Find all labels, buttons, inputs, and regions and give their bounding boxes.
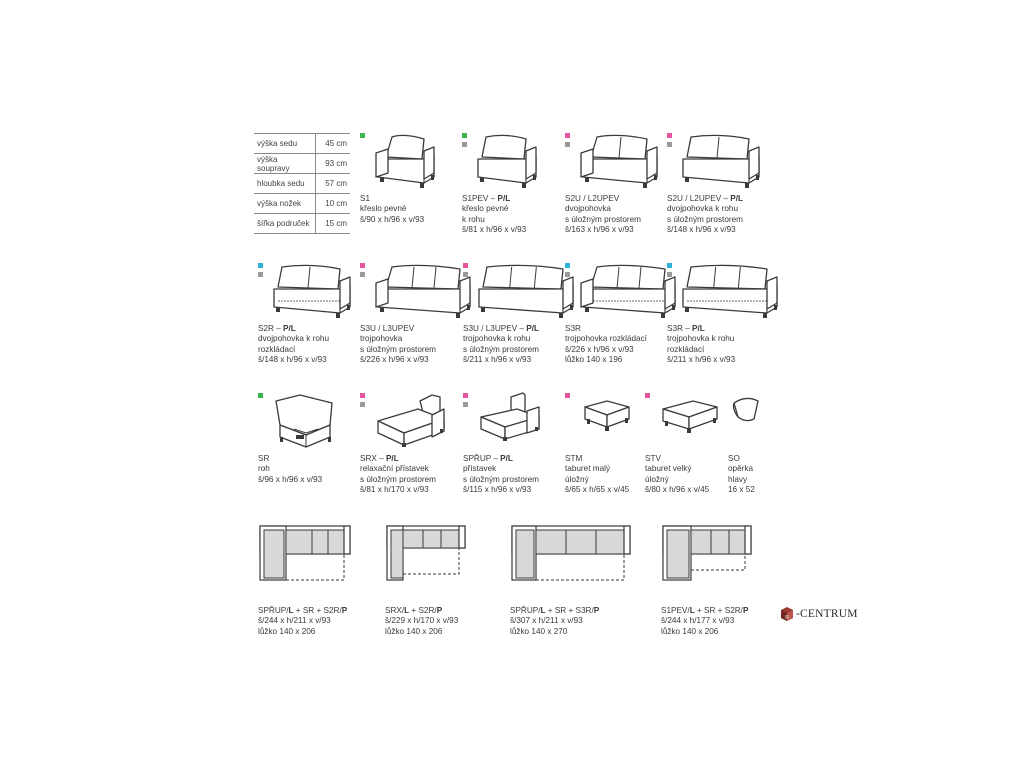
item-code-text: SPŘUP – xyxy=(463,454,501,463)
floor-plan-icon xyxy=(258,524,354,587)
gray-marker xyxy=(462,142,467,147)
item-line: s úložným prostorem xyxy=(360,344,436,354)
spec-row xyxy=(254,154,350,174)
combination-plan xyxy=(661,524,757,636)
combination-code-part: P xyxy=(436,606,443,615)
combination-code-part: + SR + S3R/ xyxy=(545,606,594,615)
item-line: trojpohovka k rohu xyxy=(667,334,735,344)
spec-label: výška nožek xyxy=(254,194,316,214)
spec-value: 10 cm xyxy=(316,194,351,214)
combination-code xyxy=(510,606,599,616)
combination-code-part: L xyxy=(288,606,294,615)
item-code-side: P/L xyxy=(497,194,511,203)
item-code-text: SO xyxy=(728,454,740,463)
combination-plan xyxy=(510,524,634,636)
item-line: š/115 x h/96 x v/93 xyxy=(463,484,532,494)
item-caption xyxy=(645,454,709,495)
item-line: š/80 x h/96 x v/45 xyxy=(645,484,710,494)
combination-line: lůžko 140 x 206 xyxy=(385,626,443,636)
item-caption xyxy=(463,454,539,495)
item-caption xyxy=(360,454,436,495)
item-line: dvojpohovka k rohu xyxy=(258,334,330,344)
combination-line: š/229 x h/170 x v/93 xyxy=(385,616,459,626)
logo-text: -CENTRUM xyxy=(796,608,858,620)
green-marker xyxy=(360,133,365,138)
item-line: lůžko 140 x 196 xyxy=(565,354,623,364)
gray-marker xyxy=(258,272,263,277)
item-caption xyxy=(565,324,647,365)
cyan-marker xyxy=(258,263,263,268)
item-line: taburet velký xyxy=(645,464,692,474)
item-line: dvojpohovka k rohu xyxy=(667,204,739,214)
combination-code-part: S1PEV/ xyxy=(661,606,690,615)
pink-marker xyxy=(565,133,570,138)
combination-plan xyxy=(385,524,471,636)
combination-code xyxy=(258,606,347,616)
large-ottoman-icon xyxy=(659,391,725,446)
combination-code-part: P xyxy=(341,606,348,615)
floor-plan-icon xyxy=(661,524,757,587)
item-code-text: S2U / L2UPEV xyxy=(565,194,620,203)
pink-marker xyxy=(463,393,468,398)
item-code xyxy=(728,454,755,464)
item-code-text: STV xyxy=(645,454,661,463)
item-code-text: S2R – xyxy=(258,324,284,333)
pink-marker xyxy=(360,393,365,398)
item-line: š/211 x h/96 x v/93 xyxy=(463,354,532,364)
item-caption xyxy=(360,194,424,225)
item-code xyxy=(463,324,539,334)
item-code-side: P/L xyxy=(692,324,705,333)
centrum-logo xyxy=(780,606,858,622)
combination-code-part: SRX/ xyxy=(385,606,405,615)
item-code xyxy=(462,194,526,204)
item-code-text: S3R – xyxy=(667,324,693,333)
combination-caption xyxy=(661,606,748,637)
item-code xyxy=(565,194,641,204)
item-line: š/81 x h/96 x v/93 xyxy=(462,224,527,234)
item-code xyxy=(565,454,629,464)
combination-code xyxy=(661,606,748,616)
item-line: s úložným prostorem xyxy=(565,214,641,224)
item-code xyxy=(463,454,539,464)
sofa-icon xyxy=(374,261,472,328)
combination-caption xyxy=(258,606,347,637)
combination-caption xyxy=(385,606,458,637)
combination-code-part: L xyxy=(689,606,695,615)
item-line: trojpohovka k rohu xyxy=(463,334,531,344)
item-code xyxy=(667,194,743,204)
small-ottoman-icon xyxy=(579,391,639,446)
combination-caption xyxy=(510,606,599,637)
spec-value: 15 cm xyxy=(316,214,351,234)
gray-marker xyxy=(360,272,365,277)
item-line: k rohu xyxy=(462,214,485,224)
spec-label: výška soupravy xyxy=(254,154,316,174)
item-code-side: P/L xyxy=(283,324,296,333)
headrest-icon xyxy=(728,391,764,436)
item-caption xyxy=(565,454,629,495)
spec-label: šířka područek xyxy=(254,214,316,234)
item-code xyxy=(258,454,322,464)
sofa-bed-icon xyxy=(579,261,677,328)
sofa-corner-icon xyxy=(477,261,575,328)
loveseat-sofabed-icon xyxy=(272,261,352,328)
spec-label: výška sedu xyxy=(254,134,316,154)
spec-row xyxy=(254,214,350,234)
item-line: s úložným prostorem xyxy=(667,214,743,224)
spec-value: 57 cm xyxy=(316,174,351,194)
combination-code-part: + S2R/ xyxy=(409,606,437,615)
item-line: křeslo pevné xyxy=(462,204,509,214)
combination-line: š/244 x h/211 x v/93 xyxy=(258,616,331,626)
item-line: taburet malý xyxy=(565,464,611,474)
pink-marker xyxy=(360,263,365,268)
item-line: úložný xyxy=(645,474,669,484)
item-line: š/96 x h/96 x v/93 xyxy=(258,474,323,484)
pink-marker xyxy=(667,133,672,138)
combination-code-part: SPŘUP/ xyxy=(258,606,289,615)
spec-row xyxy=(254,174,350,194)
spec-row xyxy=(254,194,350,214)
combination-code-part: + SR + S2R/ xyxy=(293,606,342,615)
item-caption xyxy=(258,454,322,485)
item-code-side: P/L xyxy=(385,454,399,463)
item-line: š/90 x h/96 x v/93 xyxy=(360,214,425,224)
item-code xyxy=(645,454,709,464)
item-code-side: P/L xyxy=(526,324,540,333)
item-caption xyxy=(258,324,329,365)
item-code-text: S3U / L3UPEV xyxy=(360,324,415,333)
pink-marker xyxy=(565,393,570,398)
item-code xyxy=(258,324,329,334)
combination-code-part: + SR + S2R/ xyxy=(694,606,743,615)
item-line: hlavy xyxy=(728,474,748,484)
combination-code-part: P xyxy=(593,606,600,615)
gray-marker xyxy=(667,142,672,147)
corner-armchair-icon xyxy=(476,131,538,198)
item-line: rozkládací xyxy=(667,344,705,354)
spec-label: hloubka sedu xyxy=(254,174,316,194)
item-code xyxy=(360,194,424,204)
item-caption xyxy=(728,454,755,495)
loveseat-icon xyxy=(579,131,659,198)
extension-icon xyxy=(477,391,555,458)
centrum-logo-icon xyxy=(780,606,794,622)
item-line: opěrka xyxy=(728,464,754,474)
item-line: trojpohovka rozkládací xyxy=(565,334,647,344)
loveseat-corner-icon xyxy=(681,131,761,198)
item-line: š/226 x h/96 x v/93 xyxy=(565,344,634,354)
item-code xyxy=(667,324,735,334)
item-code-text: STM xyxy=(565,454,583,463)
spec-table xyxy=(254,133,350,234)
cyan-marker xyxy=(565,263,570,268)
item-line: roh xyxy=(258,464,270,474)
item-caption xyxy=(360,324,436,365)
item-code xyxy=(360,324,436,334)
pink-marker xyxy=(645,393,650,398)
item-line: dvojpohovka xyxy=(565,204,611,214)
gray-marker xyxy=(565,142,570,147)
item-code-text: S3U / L3UPEV – xyxy=(463,324,527,333)
gray-marker xyxy=(360,402,365,407)
item-code-side: P/L xyxy=(500,454,513,463)
item-code xyxy=(565,324,647,334)
combination-code-part: L xyxy=(404,606,410,615)
pink-marker xyxy=(463,263,468,268)
item-line: š/81 x h/170 x v/93 xyxy=(360,484,429,494)
item-code-text: S3R xyxy=(565,324,581,333)
item-line: 16 x 52 xyxy=(728,484,755,494)
combination-line: š/244 x h/177 x v/93 xyxy=(661,616,735,626)
item-code-text: S1 xyxy=(360,194,371,203)
spec-value: 45 cm xyxy=(316,134,351,154)
spec-value: 93 cm xyxy=(316,154,351,174)
item-line: š/163 x h/96 x v/93 xyxy=(565,224,634,234)
green-marker xyxy=(462,133,467,138)
item-caption xyxy=(667,194,743,235)
item-code-text: S1PEV – xyxy=(462,194,498,203)
armchair-icon xyxy=(374,131,436,198)
item-caption xyxy=(667,324,735,365)
combination-code-part: P xyxy=(742,606,749,615)
item-line: přístavek xyxy=(463,464,497,474)
item-line: š/211 x h/96 x v/93 xyxy=(667,354,736,364)
cyan-marker xyxy=(667,263,672,268)
item-caption xyxy=(565,194,641,235)
combination-plan xyxy=(258,524,354,636)
gray-marker xyxy=(463,402,468,407)
item-line: s úložným prostorem xyxy=(463,474,539,484)
combination-code-part: L xyxy=(540,606,546,615)
item-line: rozkládací xyxy=(258,344,296,354)
item-caption xyxy=(463,324,539,365)
item-line: úložný xyxy=(565,474,589,484)
corner-seat-icon xyxy=(272,391,342,458)
item-code-text: S2U / L2UPEV – xyxy=(667,194,731,203)
combination-line: lůžko 140 x 206 xyxy=(258,626,316,636)
item-caption xyxy=(462,194,526,235)
combination-line: š/307 x h/211 x v/93 xyxy=(510,616,583,626)
item-line: š/148 x h/96 x v/93 xyxy=(667,224,736,234)
item-line: š/65 x h/65 x v/45 xyxy=(565,484,630,494)
item-line: křeslo pevné xyxy=(360,204,407,214)
combination-code xyxy=(385,606,458,616)
floor-plan-icon xyxy=(385,524,471,587)
combination-code-part: SPŘUP/ xyxy=(510,606,541,615)
item-line: s úložným prostorem xyxy=(463,344,539,354)
item-code-text: SRX – xyxy=(360,454,386,463)
combination-line: lůžko 140 x 270 xyxy=(510,626,568,636)
item-line: trojpohovka xyxy=(360,334,403,344)
item-code xyxy=(360,454,436,464)
item-code-text: SR xyxy=(258,454,270,463)
gray-marker xyxy=(667,272,672,277)
gray-marker xyxy=(565,272,570,277)
floor-plan-icon xyxy=(510,524,634,587)
gray-marker xyxy=(463,272,468,277)
item-line: š/226 x h/96 x v/93 xyxy=(360,354,429,364)
item-line: relaxační přístavek xyxy=(360,464,429,474)
item-code-side: P/L xyxy=(730,194,744,203)
sofa-bed-corner-icon xyxy=(681,261,779,328)
spec-row xyxy=(254,134,350,154)
combination-line: lůžko 140 x 206 xyxy=(661,626,719,636)
item-line: s úložným prostorem xyxy=(360,474,436,484)
item-line: š/148 x h/96 x v/93 xyxy=(258,354,327,364)
chaise-icon xyxy=(374,391,456,458)
green-marker xyxy=(258,393,263,398)
